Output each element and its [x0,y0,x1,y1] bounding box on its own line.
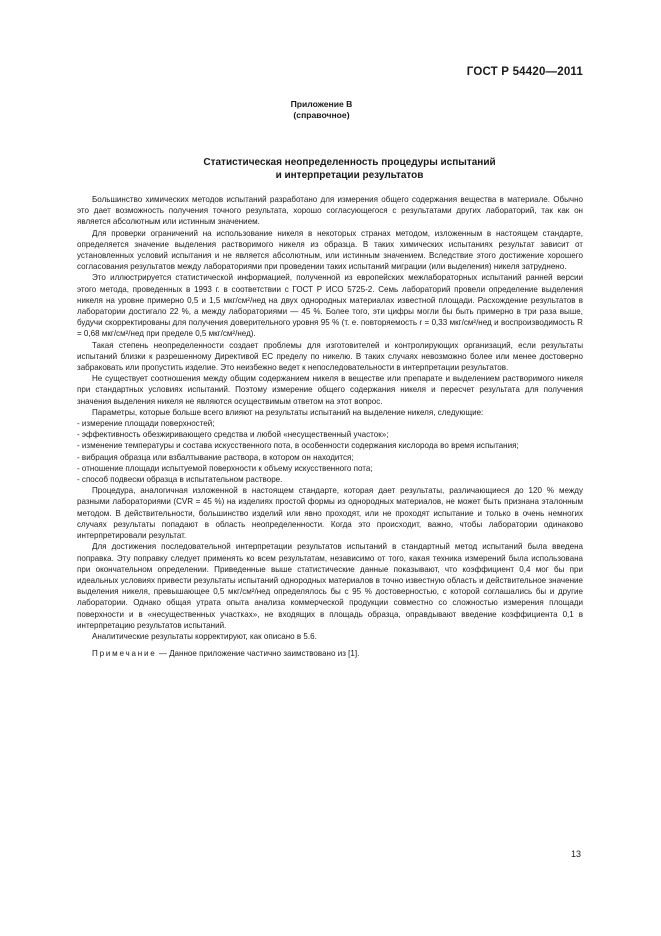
paragraph: Для проверки ограничений на использование никеля в некоторых странах методом, изложенным в настоящем стандарте, определяется значение выделения растворимого никеля из образца. В таких химических испытаниях результат зависит от установленных условий испытания и не является абсолютным, или истинным значением. Вследствие этого достижение хорошего согласования результатов между лабораториями при проведении таких испытаний миграции (или выделения) никеля затруднено. [77,228,583,272]
title-line-1: Статистическая неопределенность процедуры испытаний [203,157,496,168]
paragraph: Такая степень неопределенности создает проблемы для изготовителей и контролирующих организаций, если результаты испытаний близки к разрешенному Директивой ЕС пределу по никелю. В таких случаях невозможно более или менее достоверно забраковать или пропустить изделие. Это неизбежно ведет к непоследовательности в интерпретации результатов. [77,340,583,373]
note-text: — Данное приложение частично заимствовано из [1]. [156,649,360,659]
paragraph: Это иллюстрируется статистической информацией, полученной из европейских межлабораторных испытаний ранней версии этого метода, проведенных в 1993 г. в соответствии с ГОСТ Р ИСО 5725-2. Семь лабораторий провели определение выделения никеля на уровне примерно 0,5 и 1,5 мкг/см²/нед на двух однородных материалах известной площади. Расхождение результатов в лаборатории достигало 22 %, а между лабораториями — 45 %. Более того, эти цифры могли бы быть примерно в три раза выше, будучи скорректированы для получения доверительного уровня 95 % (т. е. повторяемость r = 0,33 мкг/см²/нед и воспроизводимость R = 0,68 мкг/см²/нед при пределе 0,5 мкг/см²/нед). [77,273,583,339]
paragraph: Большинство химических методов испытаний разработано для измерения общего содержания вещества в материале. Обычно это дает возможность получения точного результата, хорошо согласующегося с результатами других лабораторий, так как он является абсолютным или истинным значением. [77,195,583,227]
paragraph: Параметры, которые больше всего влияют на результаты испытаний на выделение никеля, следующие: [92,407,484,417]
paragraph: Не существует соотношения между общим содержанием никеля в веществе или препарате и выделением растворимого никеля при стандартных условиях испытаний. Поэтому измерение общего содержания никеля и пересчет результата для получения значения выделения никеля не являются осуществимым ответом на этот вопрос. [77,374,583,406]
note [77,648,583,659]
list-item: - отношение площади испытуемой поверхности к объему искусственного пота; [77,463,373,473]
paragraph: Аналитические результаты корректируют, как описано в 5.6. [92,631,317,641]
section-title [0,157,661,182]
list-item: - эффективность обезжиривающего средства и любой «несущественный участок»; [77,430,389,440]
paragraph: Для достижения последовательной интерпретации результатов испытаний в стандартный метод испытаний была введена поправка. Эту поправку следует применять ко всем результатам, независимо от того, какая техника измерений была использована при окончательном определении. Приведенные выше статистические данные показывают, что коэффициент 0,4 мог бы при идеальных условиях привести результаты испытаний однородных материалов в точно известную область и действительное значение выделения никеля, превышающее 0,5 мкг/см²/нед определялось бы с 95 % достоверностью, с которой соглашались бы и другие лаборатории. Однако общая утрата опыта анализа коммерческой продукции совместно со сложностью измерения площади поверхности и в «несущественных участках», не входящих в площадь образца, оправдывают введение коэффициента 0,1 в интерпретацию результатов испытаний. [77,542,583,630]
note-label: Примечание [92,649,157,659]
appendix-label: Приложение В [290,99,353,109]
body-text [77,194,583,659]
list-item: - измерение площади поверхностей; [77,419,215,429]
list-item: - вибрация образца или взбалтывание раствора, в котором он находится; [77,452,354,462]
list-item: - способ подвески образца в испытательном растворе. [77,475,283,485]
appendix-type: (справочное) [293,110,350,120]
appendix-heading [0,99,661,121]
list-item: - изменение температуры и состава искусственного пота, в особенности содержания кислорода во время испытания; [77,441,519,451]
paragraph: Процедура, аналогичная изложенной в настоящем стандарте, которая дает результаты, различающиеся до 120 % между разными лабораториями (CVR = 45 %) на изделиях простой формы из однородных материалов, не может быть признана эталонным методом. В действительности, большинство изделий или явно проходят, или не проходят испытание и только в очень немногих случаях результаты попадают в область неопределенности. Когда это происходит, важно, чтобы лаборатории одинаково интерпретировали результат. [77,486,583,541]
title-line-2: и интерпретации результатов [275,169,424,181]
standard-designation: ГОСТ Р 54420—2011 [466,66,583,78]
page-number: 13 [570,849,581,859]
